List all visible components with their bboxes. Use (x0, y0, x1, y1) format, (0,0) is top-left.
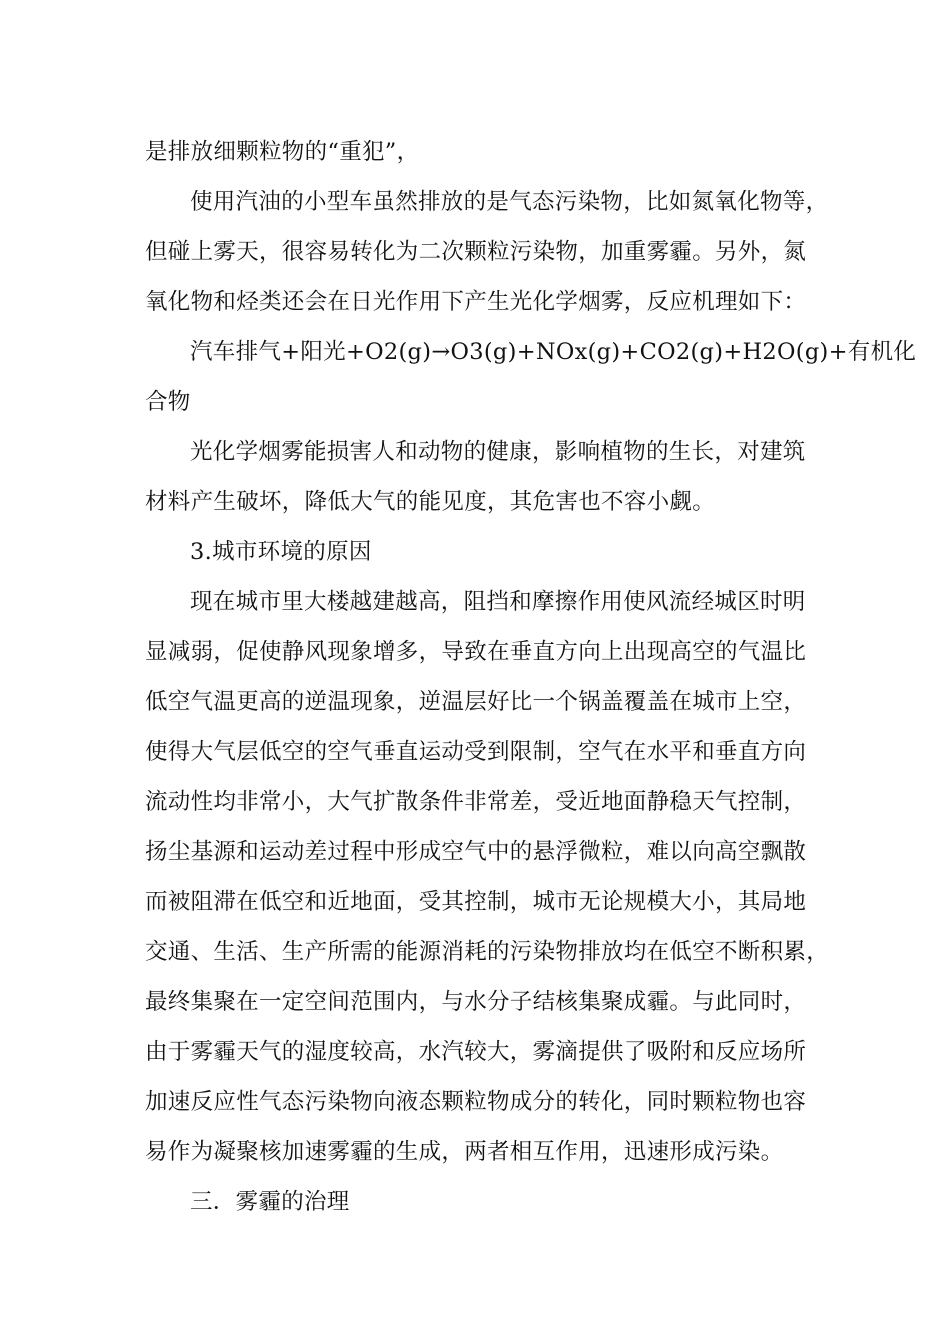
paragraph-line: 加速反应性气态污染物向液态颗粒物成分的转化，同时颗粒物也容 (145, 1089, 807, 1115)
paragraph-line: 氧化物和烃类还会在日光作用下产生光化学烟雾，反应机理如下： (145, 289, 807, 315)
paragraph-line: 显减弱，促使静风现象增多，导致在垂直方向上出现高空的气温比 (145, 639, 807, 665)
section-heading: 三．雾霾的治理 (190, 1189, 350, 1215)
paragraph-line: 易作为凝聚核加速雾霾的生成，两者相互作用，迅速形成污染。 (145, 1139, 784, 1165)
paragraph-line: 材料产生破坏，降低大气的能见度，其危害也不容小觑。 (145, 489, 716, 515)
paragraph-line: 现在城市里大楼越建越高，阻挡和摩擦作用使风流经城区时明 (190, 589, 806, 615)
paragraph-line: 最终集聚在一定空间范围内，与水分子结核集聚成霾。与此同时， (145, 989, 807, 1015)
paragraph-line: 由于雾霾天气的湿度较高，水汽较大，雾滴提供了吸附和反应场所 (145, 1039, 807, 1065)
paragraph-line: 是排放细颗粒物的“重犯”， (145, 139, 420, 165)
paragraph-line: 扬尘基源和运动差过程中形成空气中的悬浮微粒，难以向高空飘散 (145, 839, 807, 865)
paragraph-line: 使用汽油的小型车虽然排放的是气态污染物，比如氮氧化物等， (190, 189, 829, 215)
paragraph-line: 汽车排气+阳光+O2(g)→O3(g)+NOx(g)+CO2(g)+H2O(g)+有机化 (190, 339, 917, 365)
paragraph-line: 而被阻滞在低空和近地面，受其控制，城市无论规模大小，其局地 (145, 889, 807, 915)
paragraph-line: 使得大气层低空的空气垂直运动受到限制，空气在水平和垂直方向 (145, 739, 807, 765)
paragraph-line: 流动性均非常小，大气扩散条件非常差，受近地面静稳天气控制， (145, 789, 807, 815)
section-heading: 3.城市环境的原因 (190, 539, 372, 565)
paragraph-line: 交通、生活、生产所需的能源消耗的污染物排放均在低空不断积累， (145, 939, 830, 965)
paragraph-line: 合物 (145, 389, 191, 415)
paragraph-line: 但碰上雾天，很容易转化为二次颗粒污染物，加重雾霾。另外，氮 (145, 239, 807, 265)
paragraph-line: 低空气温更高的逆温现象，逆温层好比一个锅盖覆盖在城市上空， (145, 689, 807, 715)
paragraph-line: 光化学烟雾能损害人和动物的健康，影响植物的生长，对建筑 (190, 439, 806, 465)
